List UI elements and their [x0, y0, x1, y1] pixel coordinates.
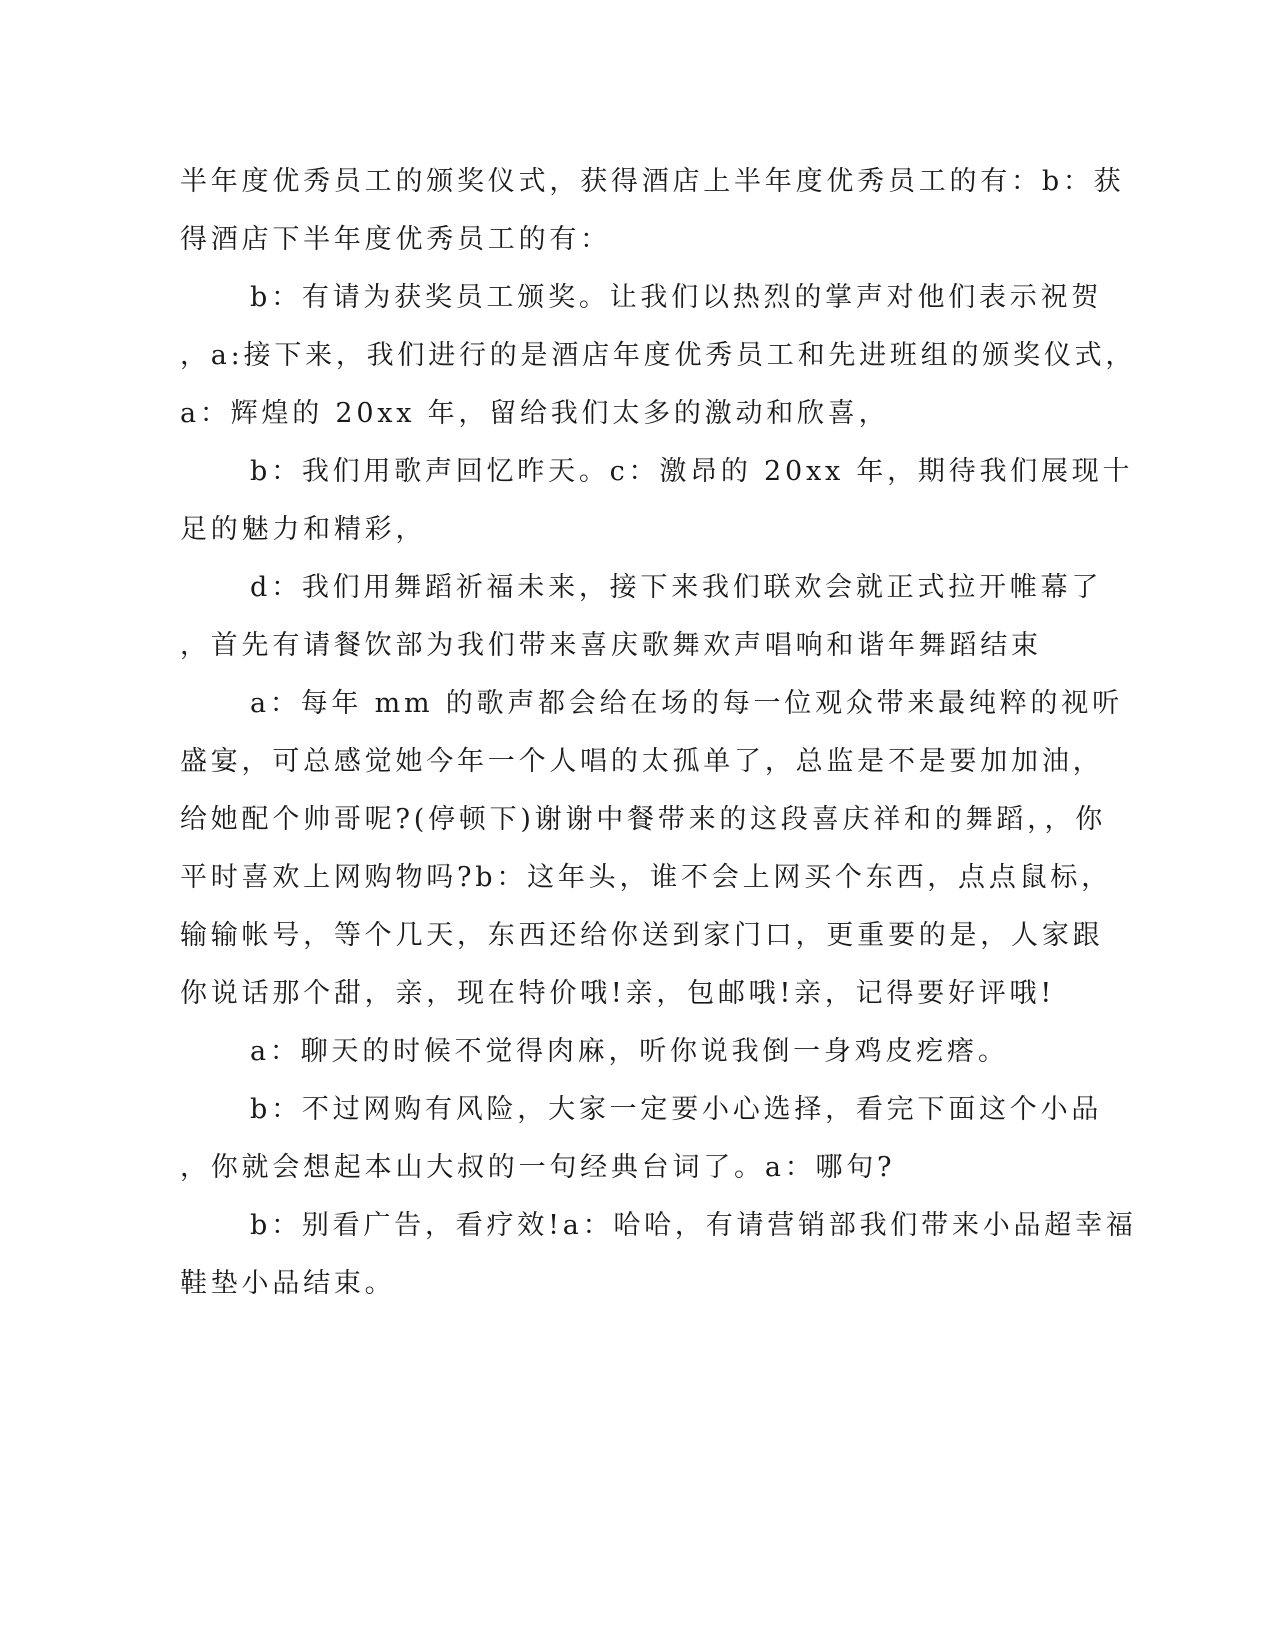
text-line: ，首先有请餐饮部为我们带来喜庆歌舞欢声唱响和谐年舞蹈结束: [180, 630, 1042, 661]
text-line: b：有请为获奖员工颁奖。让我们以热烈的掌声对他们表示祝贺: [250, 282, 1103, 313]
text-line: 输输帐号，等个几天，东西还给你送到家门口，更重要的是，人家跟: [180, 920, 1104, 951]
body-text: [180, 157, 1137, 1317]
text-line: b：不过网购有风险，大家一定要小心选择，看完下面这个小品: [250, 1094, 1103, 1125]
text-line: ，你就会想起本山大叔的一句经典台词了。a：哪句?: [180, 1152, 896, 1183]
text-line: 平时喜欢上网购物吗?b：这年头，谁不会上网买个东西，点点鼠标，: [180, 862, 1112, 893]
text-line: ，a:接下来，我们进行的是酒店年度优秀员工和先进班组的颁奖仪式，: [180, 340, 1137, 371]
text-line: a：每年 mm 的歌声都会给在场的每一位观众带来最纯粹的视听: [250, 688, 1123, 719]
text-line: 你说话那个甜，亲，现在特价哦!亲，包邮哦!亲，记得要好评哦!: [180, 978, 1055, 1009]
text-line: 得酒店下半年度优秀员工的有：: [180, 224, 611, 255]
text-line: 盛宴，可总感觉她今年一个人唱的太孤单了，总监是不是要加加油，: [180, 746, 1104, 777]
text-line: b：别看广告，看疗效!a：哈哈，有请营销部我们带来小品超幸福: [250, 1210, 1137, 1241]
text-line: d：我们用舞蹈祈福未来，接下来我们联欢会就正式拉开帷幕了: [250, 572, 1103, 603]
text-line: a：辉煌的 20xx 年，留给我们太多的激动和欣喜，: [180, 398, 890, 429]
text-line: 半年度优秀员工的颁奖仪式，获得酒店上半年度优秀员工的有：b：获: [180, 166, 1125, 197]
text-line: 给她配个帅哥呢?(停顿下)谢谢中餐带来的这段喜庆祥和的舞蹈，，你: [180, 804, 1107, 835]
text-line: b：我们用歌声回忆昨天。c：激昂的 20xx 年，期待我们展现十: [250, 456, 1134, 487]
text-line: 鞋垫小品结束。: [180, 1268, 396, 1299]
text-line: 足的魅力和精彩，: [180, 514, 427, 545]
text-line: a：聊天的时候不觉得肉麻，听你说我倒一身鸡皮疙瘩。: [250, 1036, 1009, 1067]
